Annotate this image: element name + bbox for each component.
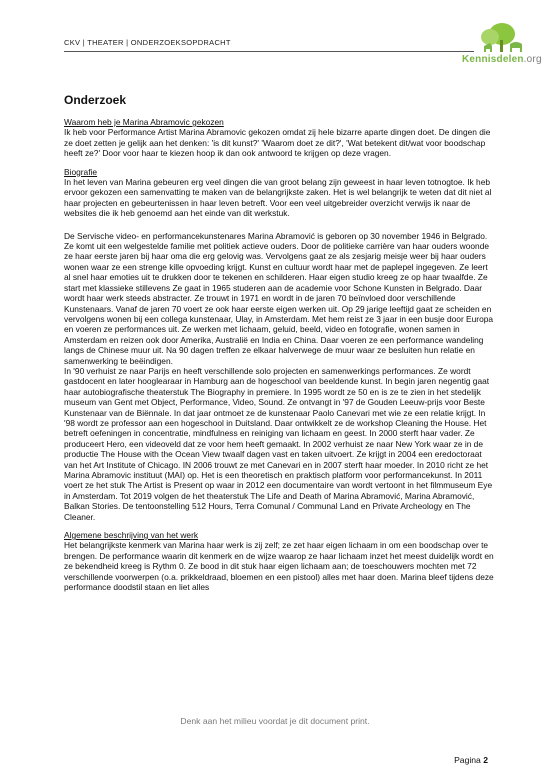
paragraph-algemene-beschrijving: Het belangrijkste kenmerk van Marina haar werk is zij zelf; ze zet haar eigen lichaam in om een boodschap over te brengen. De performance waarin dit kenmerk en de wijze waarop ze haar lichaam inzet het meest duidelijk wordt en ze bekendheid kreeg is Rythm 0. Ze bood in dit stuk haar eigen lichaam aan; de toeschouwers mochten met 72 verschillende voorwerpen (o.a. prikkeldraad, bloemen en een pistool) alles met haar doen. Marina bleef tijdens deze performance doodstil staan en liet alles bbox=[64, 540, 494, 593]
document-header: CKV | THEATER | ONDERZOEKSOPDRACHT bbox=[64, 38, 231, 47]
paragraph-biografie-intro: In het leven van Marina gebeuren erg veel dingen die van groot belang zijn geweest in haar leven totnogtoe. Ik heb ervoor gekozen een samenvatting te maken van de belangrijkste zaken. Het is wel belangrijk te weten dat dit niet al haar projecten en gebeurtenissen in haar leven betreft. Voor een veel uitgebreider overzicht verwijs ik naar de websites die ik heb genoemd aan het einde van dit werkstuk. bbox=[64, 177, 492, 219]
document-body bbox=[64, 117, 494, 592]
spacer bbox=[64, 219, 494, 231]
page-number-value: 2 bbox=[483, 755, 488, 765]
section-heading-algemene-beschrijving: Algemene beschrijving van het werk bbox=[64, 530, 199, 541]
section-heading-waarom: Waarom heb je Marina Abramovic gekozen bbox=[64, 117, 224, 127]
page-title: Onderzoek bbox=[64, 93, 127, 107]
footer-note: Denk aan het milieu voordat je dit document print. bbox=[180, 716, 370, 726]
tree-animals-icon bbox=[440, 20, 538, 74]
header-divider bbox=[64, 51, 474, 52]
section-heading-biografie: Biografie bbox=[64, 166, 98, 177]
logo-text: Kennisdelen bbox=[462, 54, 524, 65]
paragraph-waarom: Ik heb voor Performance Artist Marina Abramovic gekozen omdat zij hele bizarre aparte dingen doet. De dingen die ze doet zetten je gelijk aan het denken: 'is dit kunst?' 'Waarom doet ze dit?', 'Wat betekent dit/wat voor boodschap heeft ze?' Door voor haar te kiezen hoop ik dan ook antwoord te krijgen op deze vragen. bbox=[64, 127, 491, 159]
paragraph-biografie-1: De Servische video- en performancekunstenares Marina Abramović is geboren op 30 november 1946 in Belgrado. Ze komt uit een welgestelde familie met politiek actieve ouders. Door de politieke carrière van haar ouders woonde ze haar eerste jaren bij haar oma die erg gelovig was. Vervolgens gaat ze als zesjarig meisje weer bij haar ouders wonen waar ze een strenge kille opvoeding krijgt. Kunst en cultuur wordt haar met de paplepel ingegeven. Ze leert al snel haar emoties uit te drukken door te tekenen en schilderen. Haar eigen studio kreeg ze op haar twaalfde. Ze start met klassieke stillevens Ze gaat in 1965 studeren aan de academie voor Schone Kunsten in Belgrado. Daar wordt haar werk steeds abstracter. Ze trouwt in 1971 en wordt in de jaren 70 beïnvloed door verschillende Kunstenaars. Vanaf de jaren 70 voert ze ook haar eerste eigen werken uit. Op 29 jarige leeftijd gaat ze scheiden en vervolgens wonen bij een collega kunstenaar, Ulay, in Amsterdam. Met hem reist ze 3 jaar in een busje door Europa en voeren ze performances uit. Ze werken met lichaam, geluid, beeld, video en fotografie, wonen samen in Amsterdam en reizen ook door Amerika, Australië en India en China. Daar voeren ze een performance wandeling langs de Chinese muur uit. Na 90 dagen treffen ze elkaar halverwege de muur waar ze besluiten hun relatie en samenwerking te beëindigen. bbox=[64, 230, 494, 366]
logo-tld: .org bbox=[523, 54, 542, 65]
page-label: Pagina bbox=[454, 755, 481, 765]
kennisdelen-logo bbox=[440, 20, 542, 74]
paragraph-biografie-2: In '90 verhuist ze naar Parijs en heeft verschillende solo projecten en samenwerkings performances. Ze wordt gastdocent en later hooglearaar in Hamburg aan de hogeschool van beeldende kunst. In begin jaren negentig gaat haar autobiografische theaterstuk The Biography in premiere. In 1995 wordt ze 50 en is ze te zien in het stedelijk museum van Gent met Object, Performance, Video, Sound. Ze ontvangt in '97 de Gouden Leeuw-prijs voor Beste Kunstenaar van de Biënnale. In dat jaar ontmoet ze de kunstenaar Paolo Canevari met wie ze een relatie krijgt. In '98 wordt ze professor aan een hogeschool in Duitsland. Daar ontwikkelt ze de workshop Cleaning the House. Het betreft oefeningen in concentratie, mindfulness en reiniging van lichaam en geest. In 2000 sterft haar vader. Ze produceert Hero, een videoveld dat ze voor hem heeft gemaakt. In 2002 verhuist ze naar New York waar ze in de productie The House with the Ocean View twaalf dagen vast en taken uitvoert. Ze krijgt in 2004 een eredoctoraat van het Art Institute of Chicago. IN 2006 trouwt ze met Canevari en in 2007 sterft haar moeder. In 2010 richt ze het Marina Abramovic instituut (MAI) op. Het is een theoretisch en praktisch platform voor performancekunst. In 2011 voert ze het stuk The Artist is Present op waar in 2012 een documentaire van wordt vertoont in het filmmuseum Eye in Amsterdam. Tot 2019 volgen de het theaterstuk The Life and Death of Marina Abramović, Marina Abramović, Balkan Stories. De tentoonstelling 512 Hours, Terra Comunal / Communal Land en Private Archeology en The Cleaner. bbox=[64, 365, 493, 522]
page-number bbox=[454, 755, 488, 765]
